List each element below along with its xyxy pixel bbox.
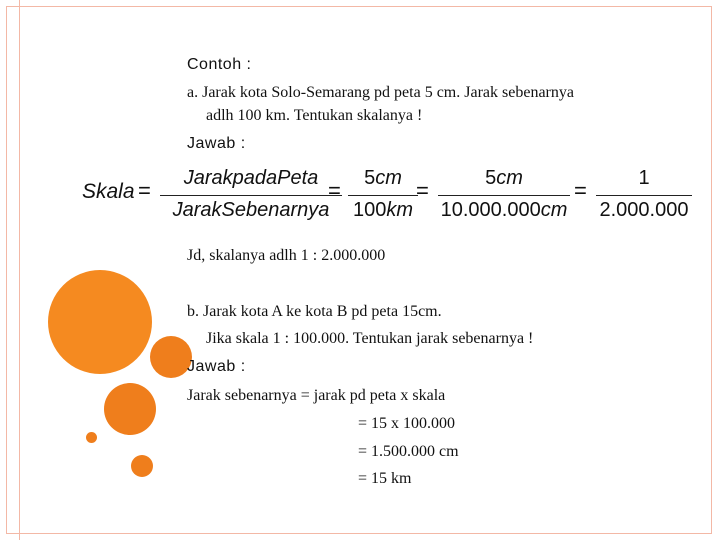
fraction-3-bar <box>438 195 570 196</box>
part-b-line-1: b. Jarak kota A ke kota B pd peta 15cm. <box>187 303 442 320</box>
answer-label-1: Jawab : <box>187 135 246 152</box>
calc-line-1: Jarak sebenarnya = jarak pd peta x skala <box>187 387 446 404</box>
fraction-4-denominator: 2.000.000 <box>599 199 689 221</box>
fraction-2-bar <box>348 195 418 196</box>
part-a-line-2: adlh 100 km. Tentukan skalanya ! <box>206 107 423 124</box>
formula-equals-4: = <box>574 178 587 203</box>
decor-circle-large <box>48 270 152 374</box>
decor-circle-small-2 <box>131 455 153 477</box>
calc-line-3: = 1.500.000 cm <box>358 443 459 460</box>
decor-circle-mid <box>104 383 156 435</box>
fraction-1-denominator: JarakSebenarnya <box>172 199 330 221</box>
conclusion-a: Jd, skalanya adlh 1 : 2.000.000 <box>187 247 386 264</box>
calc-line-4: = 15 km <box>358 470 412 487</box>
part-b-line-2: Jika skala 1 : 100.000. Tentukan jarak sebenarnya ! <box>206 330 534 347</box>
calc-line-2: = 15 x 100.000 <box>358 415 456 432</box>
fraction-1-numerator: JarakpadaPeta <box>183 167 319 189</box>
decor-circle-medium <box>150 336 192 378</box>
fraction-1-bar <box>160 195 342 196</box>
fraction-3-numerator: 5cm <box>485 167 523 189</box>
formula-equals-1: = <box>138 178 151 203</box>
frame-vertical-line <box>19 0 20 540</box>
formula-equals-2: = <box>328 178 341 203</box>
formula-equals-3: = <box>416 178 429 203</box>
scale-formula <box>76 160 698 230</box>
fraction-4-numerator: 1 <box>638 167 650 189</box>
fraction-2-numerator: 5cm <box>364 167 402 189</box>
part-a-line-1: a. Jarak kota Solo-Semarang pd peta 5 cm. Jarak sebenarnya <box>187 84 574 101</box>
formula-lhs: Skala <box>82 180 135 203</box>
fraction-4-bar <box>596 195 692 196</box>
decor-circle-small <box>86 432 97 443</box>
example-heading: Contoh : <box>187 56 252 73</box>
answer-label-2: Jawab : <box>187 358 246 375</box>
fraction-3-denominator: 10.000.000cm <box>440 199 568 221</box>
fraction-2-denominator: 100km <box>352 199 414 221</box>
